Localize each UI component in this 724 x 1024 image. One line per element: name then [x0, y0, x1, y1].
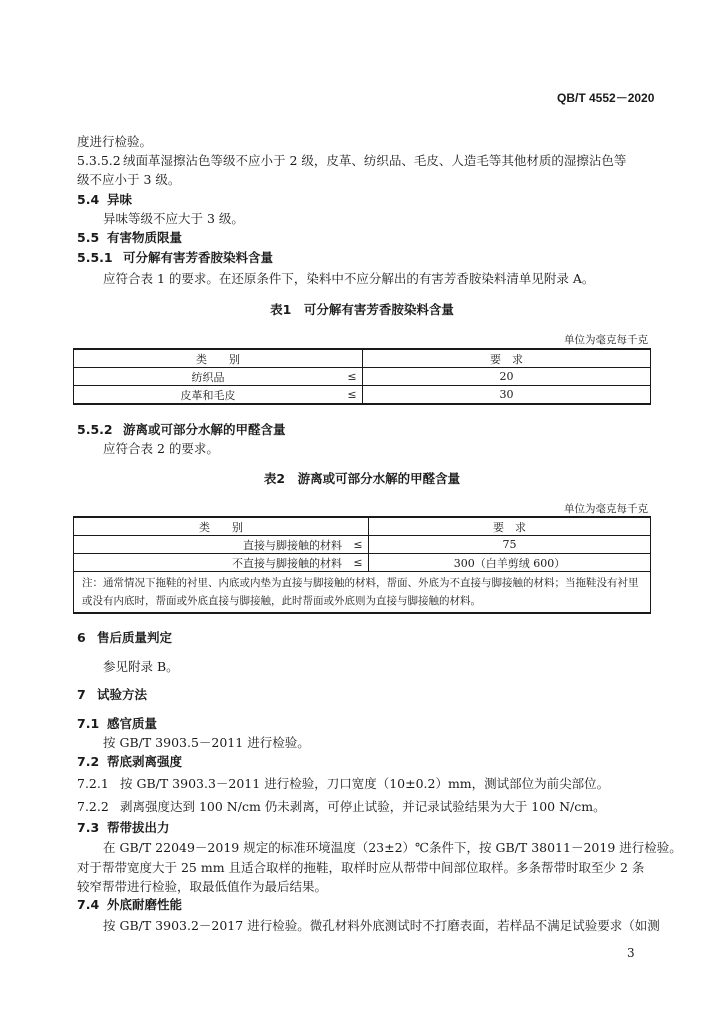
page-number: 3 [627, 946, 635, 960]
clause-7-3-line1: 在 GB/T 22049－2019 规定的标准环境温度（23±2）℃条件下，按 GB/T 38011－2019 进行检验。 [103, 840, 682, 855]
clause-number: 7.3 [77, 820, 100, 835]
le-symbol: ≤ [348, 536, 369, 554]
table2-value: 75 [369, 536, 651, 554]
section-7-heading [77, 687, 147, 703]
clause-number: 5.5.1 [77, 250, 113, 265]
clause-5-5-2-heading [77, 422, 286, 438]
clause-text: 按 GB/T 3903.3－2011 进行检验，刀口宽度（10±0.2）mm，测试部位为前尖部位。 [120, 776, 610, 791]
table-row [74, 554, 651, 572]
clause-title: 帮带拔出力 [107, 820, 170, 835]
clause-7-2-2 [77, 799, 606, 815]
clause-text: 绒面革湿擦沾色等级不应小于 2 级，皮革、纺织品、毛皮、人造毛等其他材质的湿擦沾色等 [123, 153, 627, 168]
clause-5-5-2-text: 应符合表 2 的要求。 [103, 441, 219, 456]
table1-unit: 单位为毫克每千克 [564, 334, 648, 346]
clause-5-3-5-2 [77, 153, 626, 169]
clause-number: 7.2 [77, 754, 100, 769]
table2-category: 不直接与脚接触的材料 [74, 554, 349, 572]
clause-7-3-heading [77, 820, 170, 836]
clause-number: 7.2.1 [77, 776, 109, 791]
clause-7-2-1 [77, 776, 609, 792]
section-number: 6 [77, 630, 86, 645]
le-symbol: ≤ [348, 554, 369, 572]
standard-code: QB/T 4552－2020 [557, 91, 655, 105]
clause-5-4-text: 异味等级不应大于 3 级。 [103, 211, 244, 226]
clause-5-5-1-text: 应符合表 1 的要求。在还原条件下，染料中不应分解出的有害芳香胺染料清单见附录 A。 [103, 271, 595, 286]
clause-title: 外底耐磨性能 [107, 897, 183, 912]
clause-7-1-text: 按 GB/T 3903.5－2011 进行检验。 [103, 735, 310, 750]
table2 [73, 516, 651, 614]
paragraph-continuation: 度进行检验。 [77, 134, 153, 149]
table-row [74, 368, 651, 386]
clause-7-1-heading [77, 716, 157, 732]
table1-value: 30 [363, 386, 651, 405]
clause-7-4-text: 按 GB/T 3903.2－2017 进行检验。微孔材料外底测试时不打磨表面，若样品不满足试验要求（如测 [103, 918, 660, 933]
table2-value: 300（白羊剪绒 600） [369, 554, 651, 572]
section-6-heading [77, 630, 172, 646]
clause-title: 可分解有害芳香胺染料含量 [123, 250, 274, 265]
section-title: 售后质量判定 [97, 630, 173, 645]
table1-category: 皮革和毛皮 [74, 386, 343, 405]
clause-number: 7.2.2 [77, 799, 109, 814]
clause-number: 7.4 [77, 897, 100, 912]
section-6-text: 参见附录 B。 [103, 659, 179, 674]
clause-number: 5.5.2 [77, 422, 113, 437]
clause-number: 5.5 [77, 230, 100, 245]
clause-text: 剥离强度达到 100 N/cm 仍未剥离，可停止试验，并记录试验结果为大于 100 N/cm。 [120, 799, 606, 814]
clause-7-2-heading [77, 754, 182, 770]
table1-value: 20 [363, 368, 651, 386]
clause-number: 7.1 [77, 716, 100, 731]
clause-title: 有害物质限量 [107, 230, 183, 245]
table2-header-category: 类 别 [74, 517, 369, 536]
clause-7-4-heading [77, 897, 182, 913]
le-symbol: ≤ [342, 386, 363, 405]
clause-5-5-heading [77, 230, 182, 246]
clause-5-5-1-heading [77, 250, 273, 266]
clause-title: 异味 [107, 192, 133, 207]
table1-header-requirement: 要 求 [363, 349, 651, 368]
table2-title: 表2 游离或可部分水解的甲醛含量 [263, 471, 461, 486]
section-number: 7 [77, 687, 86, 702]
clause-7-3-line3: 较窄帮带进行检验，取最低值作为最后结果。 [77, 879, 328, 894]
clause-title: 感官质量 [107, 716, 158, 731]
section-title: 试验方法 [97, 687, 148, 702]
table2-header-requirement: 要 求 [369, 517, 651, 536]
clause-5-4-heading [77, 192, 132, 208]
clause-number: 5.3.5.2 [77, 153, 121, 168]
table1-header-category: 类 别 [74, 349, 363, 368]
clause-title: 游离或可部分水解的甲醛含量 [123, 422, 286, 437]
table1 [73, 348, 651, 405]
table1-title: 表1 可分解有害芳香胺染料含量 [270, 302, 454, 317]
table1-category: 纺织品 [74, 368, 343, 386]
table-row [74, 386, 651, 405]
clause-continuation: 级不应小于 3 级。 [77, 172, 181, 187]
table2-unit: 单位为毫克每千克 [564, 503, 648, 515]
table2-note: 注：通常情况下拖鞋的衬里、内底或内垫为直接与脚接触的材料，帮面、外底为不直接与脚接触的材料；当拖鞋没有衬里或没有内底时，帮面或外底直接与脚接触，此时帮面或外底则为直接与脚接触的材料。 [74, 572, 651, 614]
table-row [74, 536, 651, 554]
le-symbol: ≤ [342, 368, 363, 386]
table2-category: 直接与脚接触的材料 [74, 536, 349, 554]
clause-7-3-line2: 对于帮带宽度大于 25 mm 且适合取样的拖鞋，取样时应从帮带中间部位取样。多条帮带时取至少 2 条 [77, 860, 645, 875]
clause-number: 5.4 [77, 192, 100, 207]
clause-title: 帮底剥离强度 [107, 754, 183, 769]
